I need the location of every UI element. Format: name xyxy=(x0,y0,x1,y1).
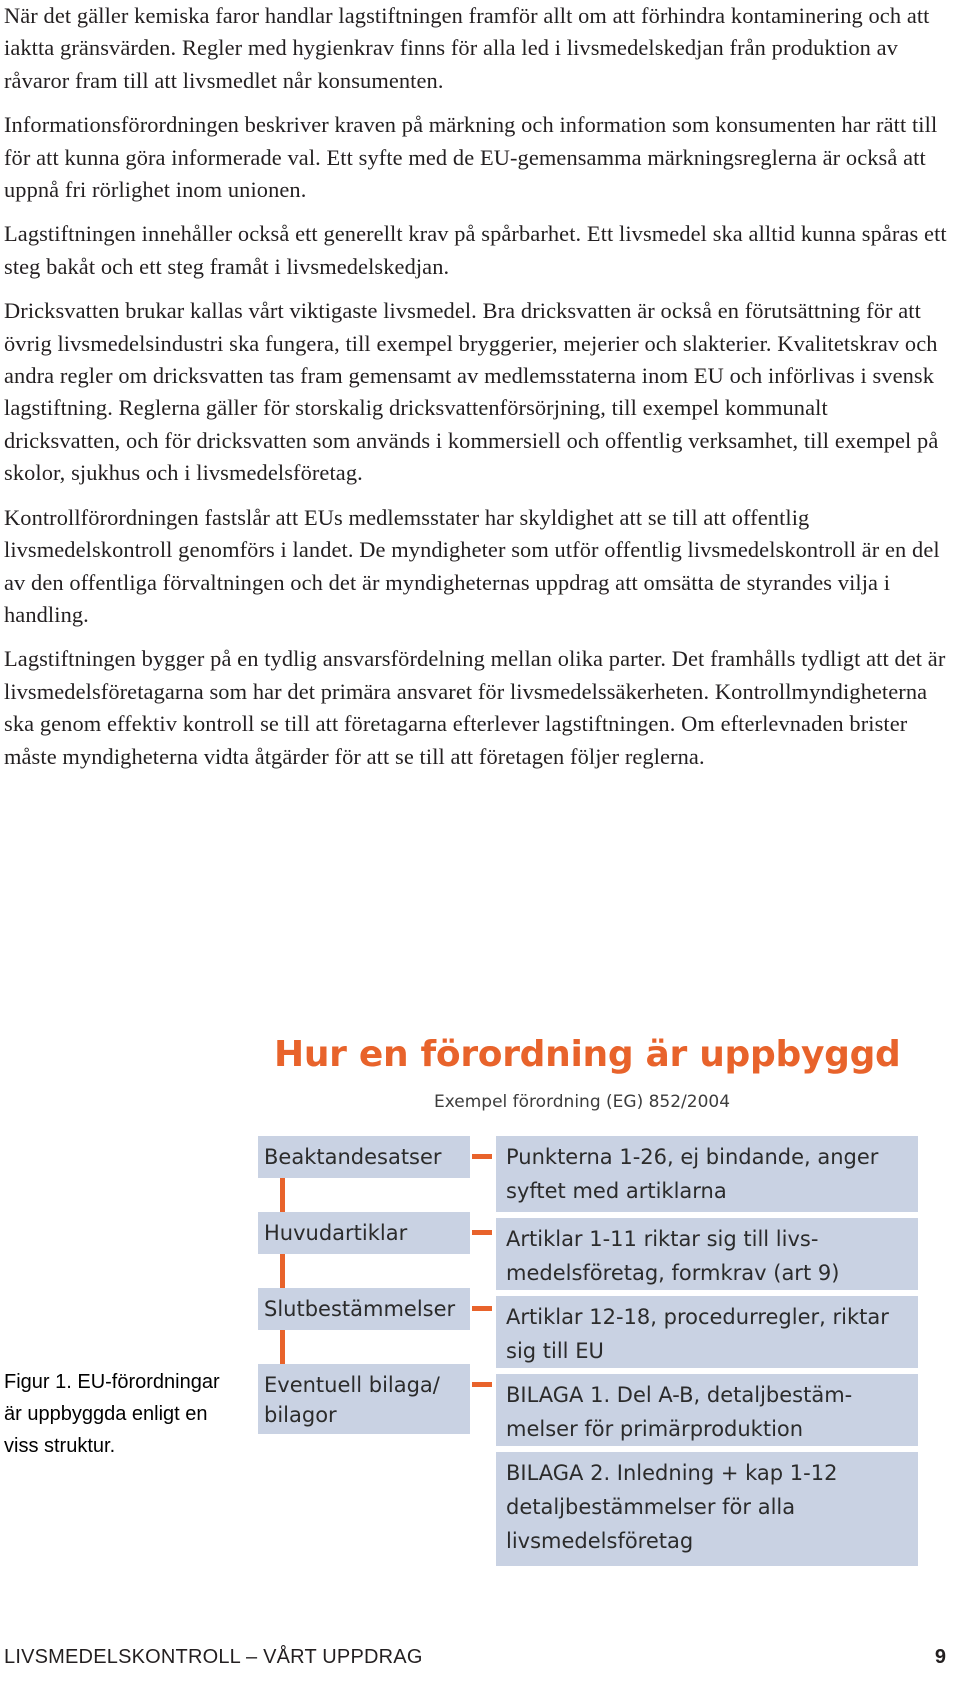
connector-dash xyxy=(472,1154,492,1159)
regulation-structure-figure xyxy=(258,1020,918,1580)
description-bilaga-2: BILAGA 2. Inledning + kap 1-12 detaljbestämmelser för alla livsmedelsföretag xyxy=(496,1452,918,1566)
page-number: 9 xyxy=(934,1646,946,1668)
paragraph: Lagstiftningen bygger på en tydlig ansvarsfördelning mellan olika parter. Det framhålls tydligt att det är livsmedelsföretagarna som har det primära ansvaret för livsmedelssäkerheten. Kontrollmyndigheterna ska genom effektiv kontroll se till att företagarna efterlever lagstiftningen. Om efterlevnaden brister måste myndigheterna vidta åtgärder för att se till att företagen följer reglerna. xyxy=(4,646,946,769)
description-slutbestammelser: Artiklar 12-18, procedurregler, riktar sig till EU xyxy=(496,1296,918,1368)
description-bilaga-1: BILAGA 1. Del A-B, detaljbestäm-melser för primärproduktion xyxy=(496,1374,918,1446)
paragraph: När det gäller kemiska faror handlar lagstiftningen framför allt om att förhindra kontaminering och att iaktta gränsvärden. Regler med hygienkrav finns för alla led i livsmedelskedjan från produktion av råvaror fram till att livsmedlet når konsumenten. xyxy=(4,3,930,93)
paragraph: Lagstiftningen innehåller också ett generellt krav på spårbarhet. Ett livsmedel ska alltid kunna spåras ett steg bakåt och ett steg framåt i livsmedelskedjan. xyxy=(4,221,947,279)
description-beaktandesatser: Punkterna 1-26, ej bindande, anger syftet med artiklarna xyxy=(496,1136,918,1212)
paragraph: Kontrollförordningen fastslår att EUs medlemsstater har skyldighet att se till att offentlig livsmedelskontroll genomförs i landet. De myndigheter som utför offentlig livsmedelskontroll är en del av den offentliga förvaltningen och det är myndigheternas uppdrag att omsätta de styrandes vilja i handling. xyxy=(4,504,940,627)
structure-beaktandesatser: Beaktandesatser xyxy=(258,1136,470,1178)
connector-dash xyxy=(472,1382,492,1387)
connector-dash xyxy=(472,1230,492,1235)
structure-slutbestammelser: Slutbestämmelser xyxy=(258,1288,470,1330)
description-huvudartiklar: Artiklar 1-11 riktar sig till livs-medelsföretag, formkrav (art 9) xyxy=(496,1218,918,1290)
body-text xyxy=(4,0,948,785)
figure-subtitle: Exempel förordning (EG) 852/2004 xyxy=(434,1092,731,1112)
running-footer-title: LIVSMEDELSKONTROLL – VÅRT UPPDRAG xyxy=(4,1646,423,1668)
figure-caption: Figur 1. EU-förordningar är uppbyggda enligt en viss struktur. xyxy=(4,1371,220,1457)
structure-huvudartiklar: Huvudartiklar xyxy=(258,1212,470,1254)
figure-title: Hur en förordning är uppbyggd xyxy=(274,1034,901,1075)
structure-bilagor: Eventuell bilaga/ bilagor xyxy=(258,1364,470,1434)
paragraph: Dricksvatten brukar kallas vårt viktigaste livsmedel. Bra dricksvatten är också en förutsättning för att övrig livsmedelsindustri ska fungera, till exempel bryggerier, mejerier och slakterier. Kvalitetskrav och andra regler om dricksvatten tas fram gemensamt av medlemsstaterna inom EU och införlivas i svensk lagstiftning. Reglerna gäller för storskalig dricksvattenförsörjning, till exempel kommunalt dricksvatten, och för dricksvatten som används i kommersiell och offentlig verksamhet, till exempel på skolor, sjukhus och i livsmedelsföretag. xyxy=(4,298,939,486)
paragraph: Informationsförordningen beskriver kraven på märkning och information som konsumenten har rätt till för att kunna göra informerade val. Ett syfte med de EU-gemensamma märkningsreglerna är också att uppnå fri rörlighet inom unionen. xyxy=(4,112,938,203)
connector-dash xyxy=(472,1306,492,1311)
